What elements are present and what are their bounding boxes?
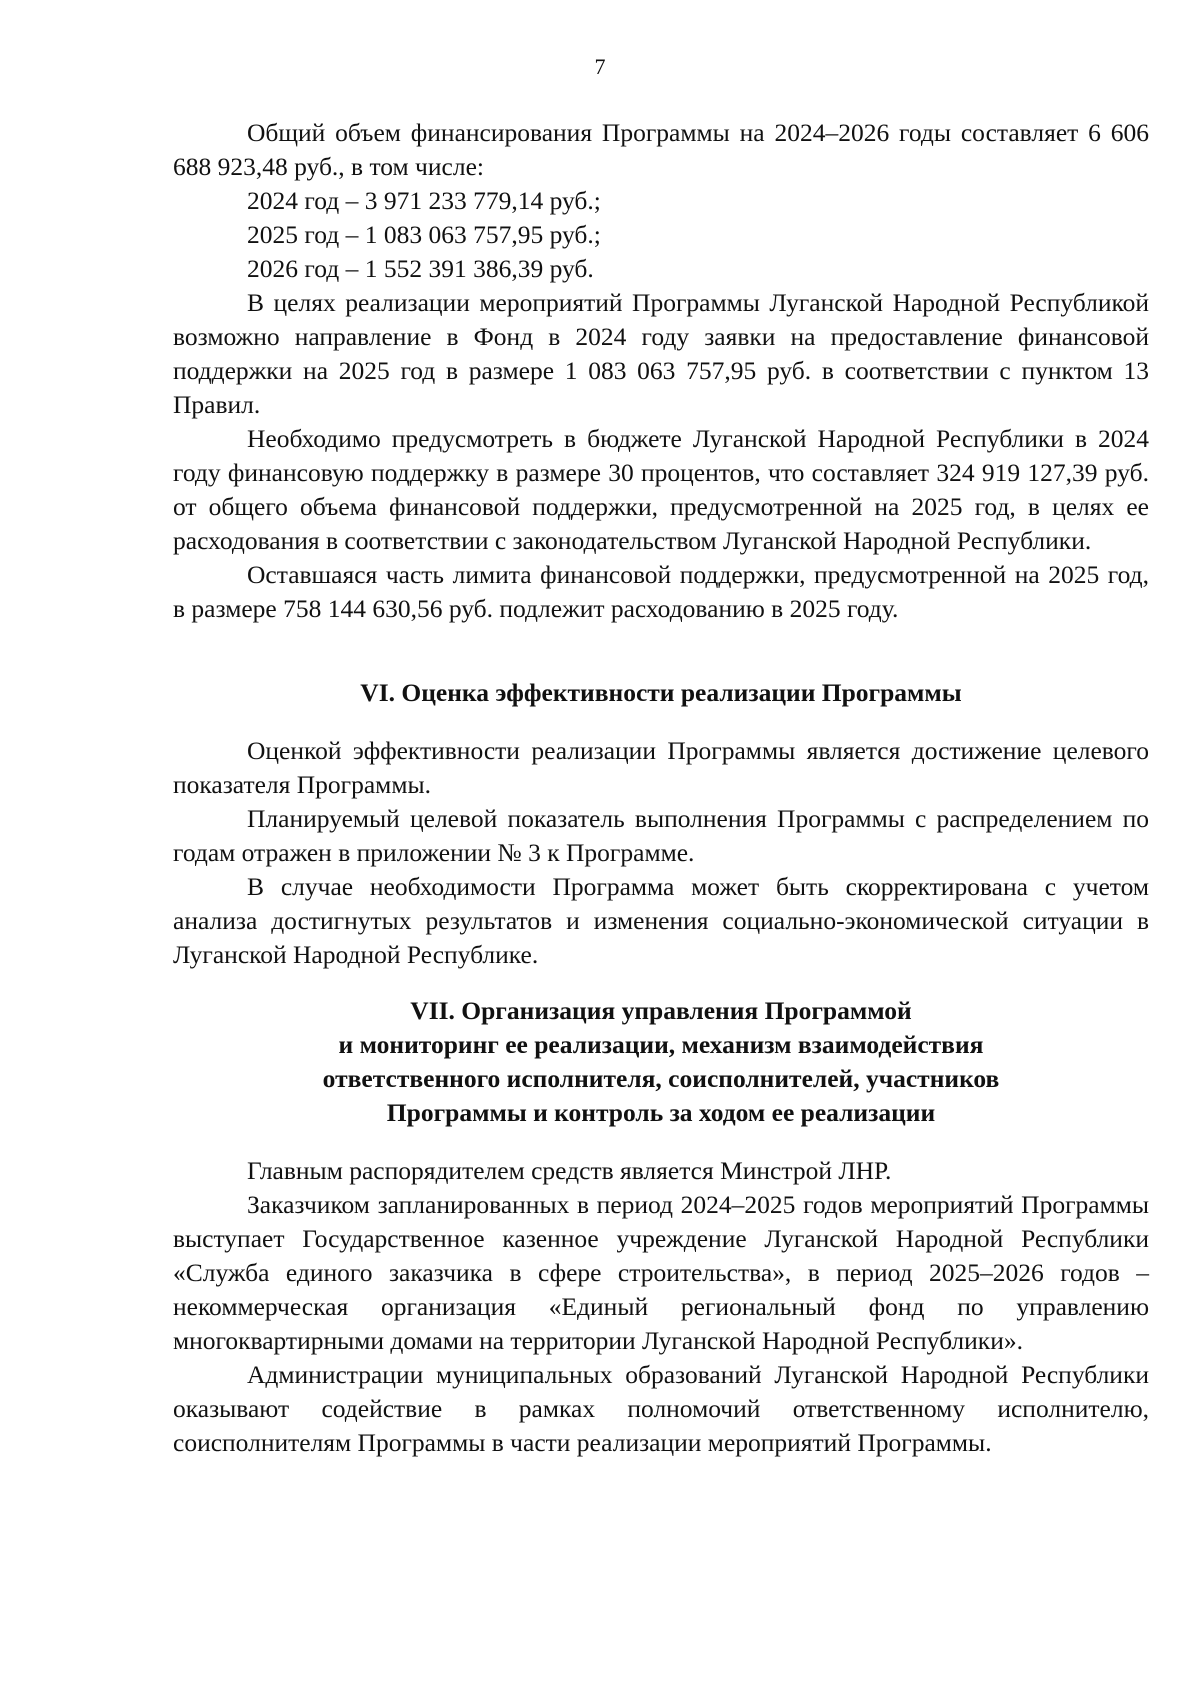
financing-application-paragraph: В целях реализации мероприятий Программы Луганской Народной Республикой возможно направление в Фонд в 2024 году заявки на предоставление финансовой поддержки на 2025 год в размере 1 083 063 757,95 руб. в соответствии с пунктом 13 Правил. — [173, 288, 1149, 419]
page-number: 7 — [594, 54, 606, 79]
section-7-paragraph-1: Главным распорядителем средств является Минстрой ЛНР. — [247, 1156, 892, 1185]
section-7-heading-line-3: ответственного исполнителя, соисполнителей, участников — [322, 1064, 1000, 1093]
section-7-heading — [173, 994, 1149, 1130]
financing-year-2025: 2025 год – 1 083 063 757,95 руб.; — [247, 220, 601, 249]
section-7-paragraph-2: Заказчиком запланированных в период 2024–2025 годов мероприятий Программы выступает Государственное казенное учреждение Луганской Народной Республики «Служба единого заказчика в сфере строительства», в период 2025–2026 годов – некоммерческая организация «Единый региональный фонд по управлению многоквартирными домами на территории Луганской Народной Республики». — [173, 1190, 1149, 1355]
financing-budget-paragraph: Необходимо предусмотреть в бюджете Луганской Народной Республики в 2024 году финансовую поддержку в размере 30 процентов, что составляет 324 919 127,39 руб. от общего объема финансовой поддержки, предусмотренной на 2025 год, в целях ее расходования в соответствии с законодательством Луганской Народной Республики. — [173, 424, 1149, 555]
section-7-heading-line-4: Программы и контроль за ходом ее реализации — [386, 1098, 936, 1127]
financing-total-paragraph: Общий объем финансирования Программы на 2024–2026 годы составляет 6 606 688 923,48 руб., в том числе: — [173, 118, 1149, 181]
section-6-paragraph-1: Оценкой эффективности реализации Программы является достижение целевого показателя Программы. — [173, 736, 1149, 799]
financing-year-2024: 2024 год – 3 971 233 779,14 руб.; — [247, 186, 601, 215]
financing-year-2026: 2026 год – 1 552 391 386,39 руб. — [247, 254, 594, 283]
section-6-heading: VI. Оценка эффективности реализации Программы — [360, 678, 962, 707]
section-6-paragraph-3: В случае необходимости Программа может быть скорректирована с учетом анализа достигнутых результатов и изменения социально-экономической ситуации в Луганской Народной Республике. — [173, 872, 1149, 969]
section-7-paragraph-3: Администрации муниципальных образований Луганской Народной Республики оказывают содействие в рамках полномочий ответственному исполнителю, соисполнителям Программы в части реализации мероприятий Программы. — [173, 1360, 1149, 1457]
section-7-heading-line-1: VII. Организация управления Программой — [410, 996, 912, 1025]
financing-remaining-paragraph: Оставшаяся часть лимита финансовой поддержки, предусмотренной на 2025 год, в размере 758 144 630,56 руб. подлежит расходованию в 2025 году. — [173, 560, 1149, 623]
section-6-paragraph-2: Планируемый целевой показатель выполнения Программы с распределением по годам отражен в приложении № 3 к Программе. — [173, 804, 1149, 867]
section-7-heading-line-2: и мониторинг ее реализации, механизм взаимодействия — [338, 1030, 984, 1059]
document-body — [173, 116, 1149, 1460]
